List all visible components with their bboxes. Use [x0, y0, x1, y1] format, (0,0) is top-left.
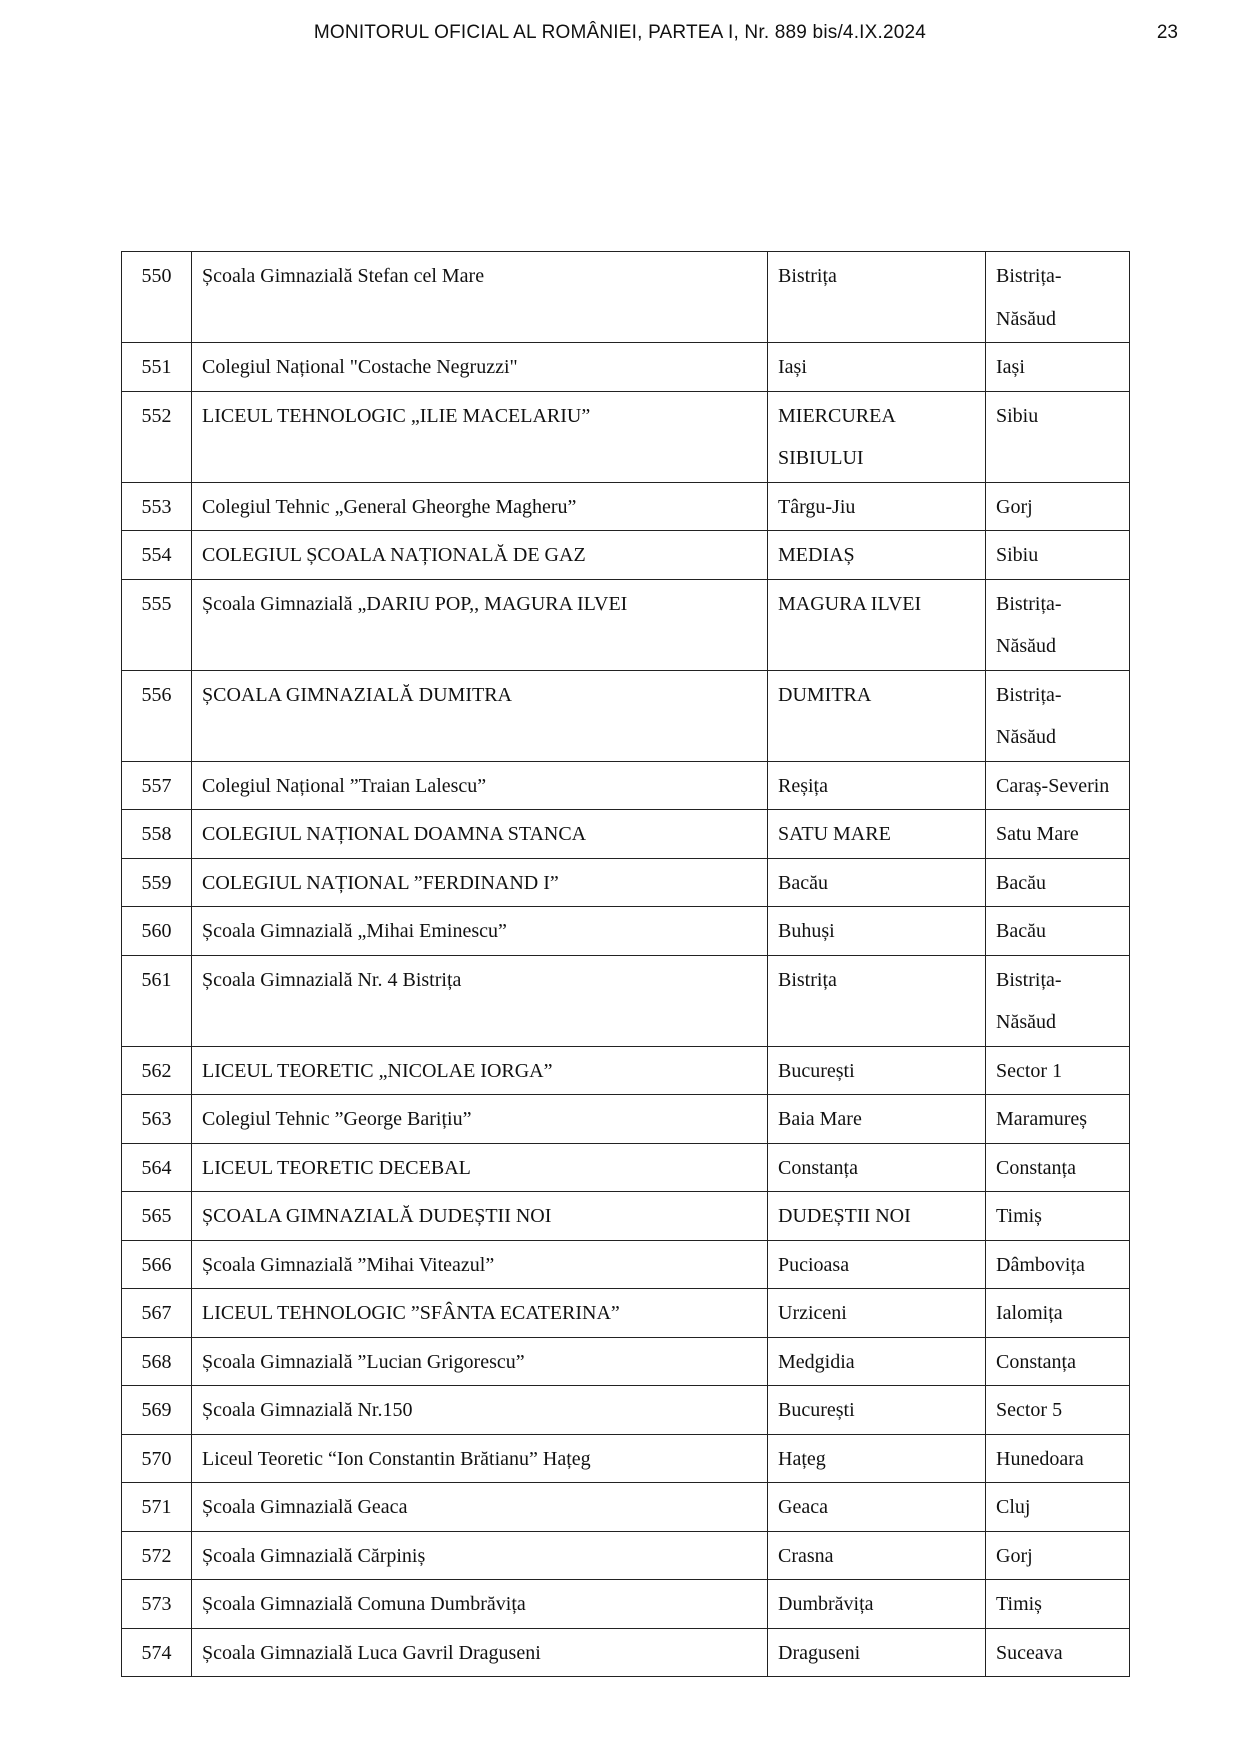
- row-number-cell: 552: [122, 391, 192, 482]
- school-name-cell: LICEUL TEORETIC DECEBAL: [192, 1143, 768, 1192]
- county-cell: Timiș: [986, 1580, 1130, 1629]
- table-row: [122, 531, 1130, 580]
- county-cell: Gorj: [986, 1531, 1130, 1580]
- row-number-cell: 562: [122, 1046, 192, 1095]
- table-row: [122, 1434, 1130, 1483]
- locality-cell: DUDEȘTII NOI: [768, 1192, 986, 1241]
- table-row: [122, 1483, 1130, 1532]
- school-name-cell: Școala Gimnazială ”Mihai Viteazul”: [192, 1240, 768, 1289]
- row-number-cell: 572: [122, 1531, 192, 1580]
- locality-cell: București: [768, 1046, 986, 1095]
- table-row: [122, 670, 1130, 761]
- county-cell: Cluj: [986, 1483, 1130, 1532]
- locality-cell: Baia Mare: [768, 1095, 986, 1144]
- locality-cell: Medgidia: [768, 1337, 986, 1386]
- locality-cell: Urziceni: [768, 1289, 986, 1338]
- county-cell: Iași: [986, 343, 1130, 392]
- locality-cell: Draguseni: [768, 1628, 986, 1677]
- school-name-cell: COLEGIUL NAȚIONAL DOAMNA STANCA: [192, 810, 768, 859]
- school-name-cell: Școala Gimnazială Stefan cel Mare: [192, 252, 768, 343]
- school-name-cell: Colegiul Tehnic ”George Barițiu”: [192, 1095, 768, 1144]
- table-row: [122, 1531, 1130, 1580]
- row-number-cell: 567: [122, 1289, 192, 1338]
- county-cell: Maramureș: [986, 1095, 1130, 1144]
- school-name-cell: Școala Gimnazială Geaca: [192, 1483, 768, 1532]
- county-cell: Bistrița-Năsăud: [986, 252, 1130, 343]
- table-row: [122, 1046, 1130, 1095]
- row-number-cell: 556: [122, 670, 192, 761]
- locality-cell: Buhuși: [768, 907, 986, 956]
- school-name-cell: Școala Gimnazială „DARIU POP,, MAGURA ILVEI: [192, 579, 768, 670]
- row-number-cell: 574: [122, 1628, 192, 1677]
- county-cell: Bistrița-Năsăud: [986, 670, 1130, 761]
- school-name-cell: Școala Gimnazială Nr.150: [192, 1386, 768, 1435]
- table-row: [122, 858, 1130, 907]
- county-cell: Sibiu: [986, 391, 1130, 482]
- county-cell: Sector 1: [986, 1046, 1130, 1095]
- row-number-cell: 566: [122, 1240, 192, 1289]
- county-cell: Constanța: [986, 1337, 1130, 1386]
- county-cell: Bistrița-Năsăud: [986, 955, 1130, 1046]
- school-name-cell: Școala Gimnazială ”Lucian Grigorescu”: [192, 1337, 768, 1386]
- header-title: MONITORUL OFICIAL AL ROMÂNIEI, PARTEA I, Nr. 889 bis/4.IX.2024: [313, 22, 927, 43]
- county-cell: Caraș-Severin: [986, 761, 1130, 810]
- school-name-cell: Liceul Teoretic “Ion Constantin Brătianu” Hațeg: [192, 1434, 768, 1483]
- table-row: [122, 1628, 1130, 1677]
- table-row: [122, 482, 1130, 531]
- row-number-cell: 557: [122, 761, 192, 810]
- locality-cell: Geaca: [768, 1483, 986, 1532]
- school-name-cell: Colegiul Național "Costache Negruzzi": [192, 343, 768, 392]
- row-number-cell: 555: [122, 579, 192, 670]
- school-name-cell: Colegiul Național ”Traian Lalescu”: [192, 761, 768, 810]
- row-number-cell: 560: [122, 907, 192, 956]
- locality-cell: Târgu-Jiu: [768, 482, 986, 531]
- locality-cell: Pucioasa: [768, 1240, 986, 1289]
- row-number-cell: 570: [122, 1434, 192, 1483]
- row-number-cell: 568: [122, 1337, 192, 1386]
- locality-cell: Dumbrăvița: [768, 1580, 986, 1629]
- school-name-cell: Școala Gimnazială „Mihai Eminescu”: [192, 907, 768, 956]
- locality-cell: Crasna: [768, 1531, 986, 1580]
- county-cell: Bacău: [986, 858, 1130, 907]
- locality-cell: SATU MARE: [768, 810, 986, 859]
- locality-cell: București: [768, 1386, 986, 1435]
- table-row: [122, 1386, 1130, 1435]
- page-number: 23: [1156, 22, 1178, 43]
- county-cell: Ialomița: [986, 1289, 1130, 1338]
- row-number-cell: 563: [122, 1095, 192, 1144]
- county-cell: Bacău: [986, 907, 1130, 956]
- table-row: [122, 252, 1130, 343]
- row-number-cell: 554: [122, 531, 192, 580]
- county-cell: Suceava: [986, 1628, 1130, 1677]
- table-row: [122, 810, 1130, 859]
- row-number-cell: 553: [122, 482, 192, 531]
- row-number-cell: 571: [122, 1483, 192, 1532]
- schools-table-body: [122, 252, 1130, 1677]
- county-cell: Constanța: [986, 1143, 1130, 1192]
- table-row: [122, 391, 1130, 482]
- page-header: [0, 22, 1240, 52]
- locality-cell: Bistrița: [768, 252, 986, 343]
- school-name-cell: ȘCOALA GIMNAZIALĂ DUDEȘTII NOI: [192, 1192, 768, 1241]
- school-name-cell: COLEGIUL NAȚIONAL ”FERDINAND I”: [192, 858, 768, 907]
- locality-cell: MIERCUREA SIBIULUI: [768, 391, 986, 482]
- table-row: [122, 1337, 1130, 1386]
- table-row: [122, 343, 1130, 392]
- schools-table: [121, 251, 1130, 1677]
- table-row: [122, 907, 1130, 956]
- row-number-cell: 559: [122, 858, 192, 907]
- locality-cell: Bacău: [768, 858, 986, 907]
- locality-cell: Iași: [768, 343, 986, 392]
- locality-cell: MAGURA ILVEI: [768, 579, 986, 670]
- row-number-cell: 550: [122, 252, 192, 343]
- locality-cell: DUMITRA: [768, 670, 986, 761]
- county-cell: Dâmbovița: [986, 1240, 1130, 1289]
- locality-cell: Bistrița: [768, 955, 986, 1046]
- school-name-cell: LICEUL TEHNOLOGIC „ILIE MACELARIU”: [192, 391, 768, 482]
- school-name-cell: Școala Gimnazială Nr. 4 Bistrița: [192, 955, 768, 1046]
- school-name-cell: LICEUL TEORETIC „NICOLAE IORGA”: [192, 1046, 768, 1095]
- row-number-cell: 573: [122, 1580, 192, 1629]
- county-cell: Timiș: [986, 1192, 1130, 1241]
- table-row: [122, 1580, 1130, 1629]
- row-number-cell: 558: [122, 810, 192, 859]
- school-name-cell: ȘCOALA GIMNAZIALĂ DUMITRA: [192, 670, 768, 761]
- row-number-cell: 551: [122, 343, 192, 392]
- school-name-cell: LICEUL TEHNOLOGIC ”SFÂNTA ECATERINA”: [192, 1289, 768, 1338]
- county-cell: Sibiu: [986, 531, 1130, 580]
- county-cell: Gorj: [986, 482, 1130, 531]
- county-cell: Sector 5: [986, 1386, 1130, 1435]
- table-row: [122, 761, 1130, 810]
- table-row: [122, 579, 1130, 670]
- county-cell: Satu Mare: [986, 810, 1130, 859]
- row-number-cell: 569: [122, 1386, 192, 1435]
- table-row: [122, 1095, 1130, 1144]
- county-cell: Bistrița-Năsăud: [986, 579, 1130, 670]
- table-row: [122, 1192, 1130, 1241]
- row-number-cell: 564: [122, 1143, 192, 1192]
- table-row: [122, 1143, 1130, 1192]
- row-number-cell: 565: [122, 1192, 192, 1241]
- locality-cell: Reșița: [768, 761, 986, 810]
- school-name-cell: COLEGIUL ȘCOALA NAȚIONALĂ DE GAZ: [192, 531, 768, 580]
- locality-cell: MEDIAȘ: [768, 531, 986, 580]
- locality-cell: Constanța: [768, 1143, 986, 1192]
- table-row: [122, 955, 1130, 1046]
- county-cell: Hunedoara: [986, 1434, 1130, 1483]
- school-name-cell: Colegiul Tehnic „General Gheorghe Magheru”: [192, 482, 768, 531]
- row-number-cell: 561: [122, 955, 192, 1046]
- school-name-cell: Școala Gimnazială Luca Gavril Draguseni: [192, 1628, 768, 1677]
- table-row: [122, 1240, 1130, 1289]
- table-row: [122, 1289, 1130, 1338]
- school-name-cell: Școala Gimnazială Comuna Dumbrăvița: [192, 1580, 768, 1629]
- school-name-cell: Școala Gimnazială Cărpiniș: [192, 1531, 768, 1580]
- locality-cell: Hațeg: [768, 1434, 986, 1483]
